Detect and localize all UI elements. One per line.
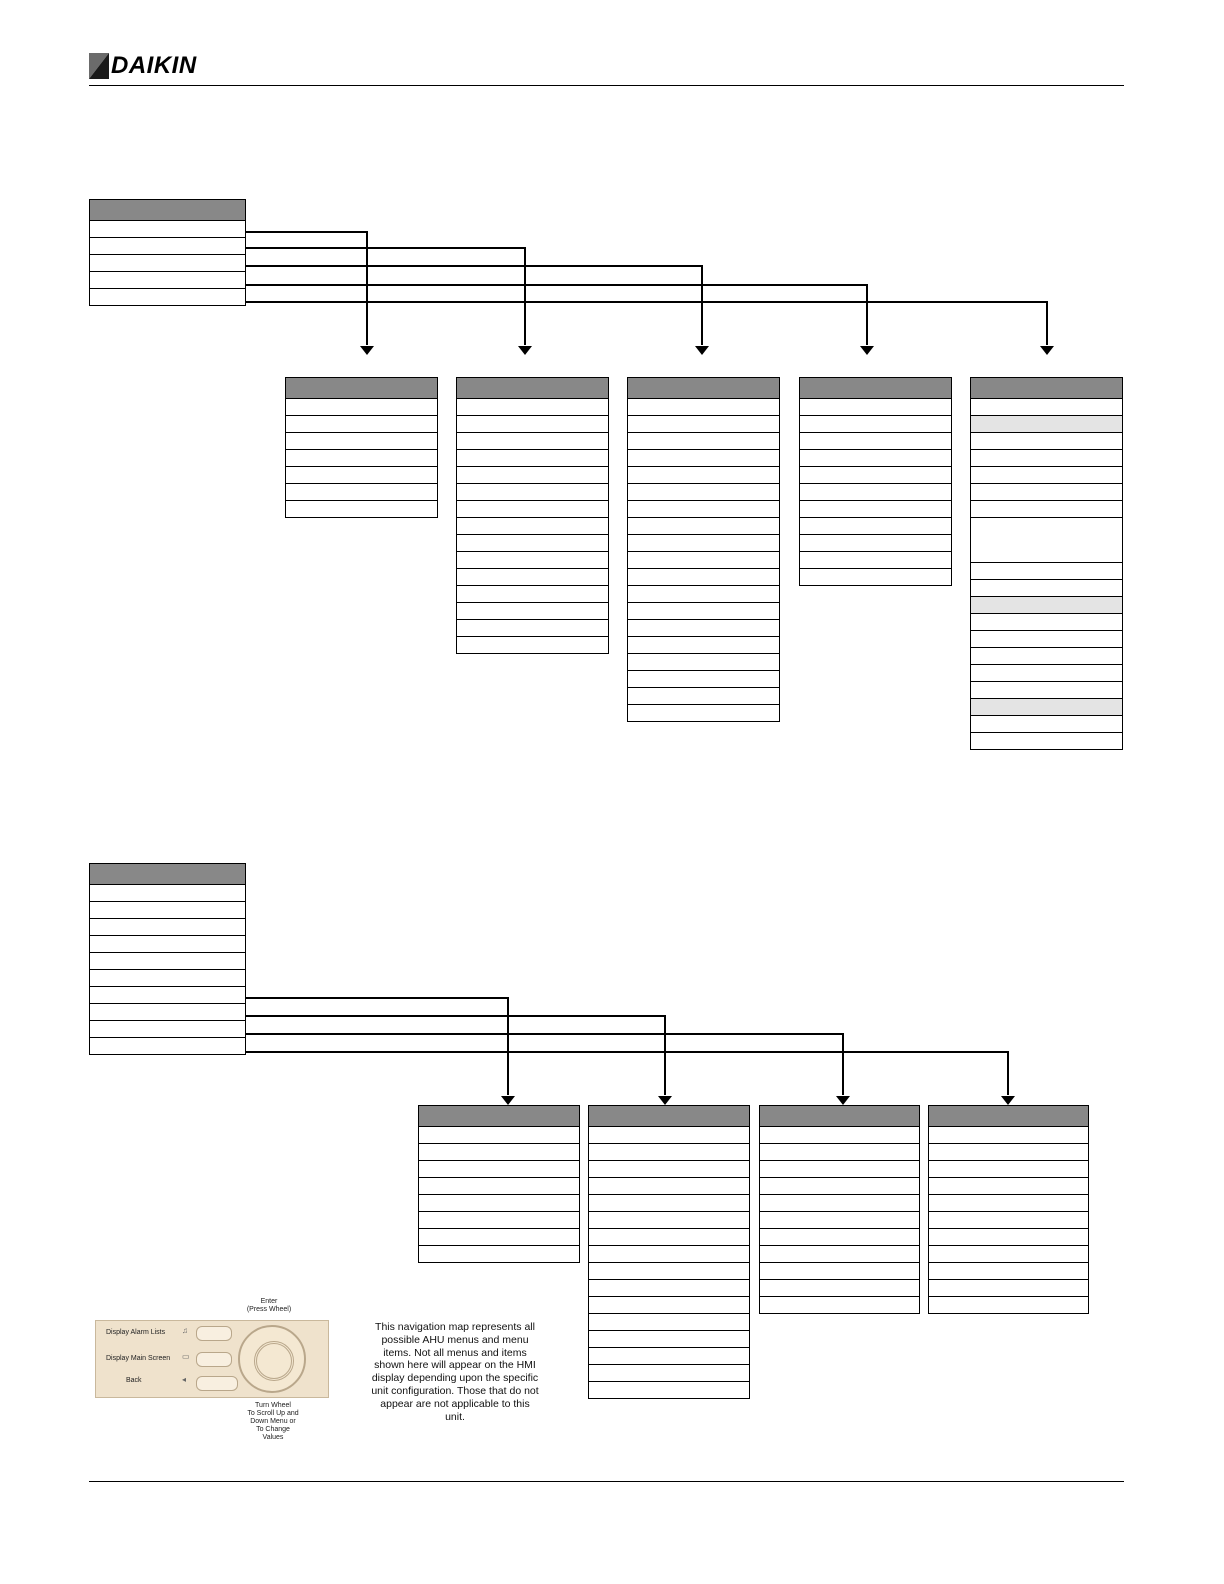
menu-item[interactable]	[628, 433, 779, 450]
menu-item[interactable]	[457, 416, 608, 433]
menu-header	[457, 378, 608, 399]
menu-item[interactable]	[760, 1229, 919, 1246]
menu-item[interactable]	[628, 620, 779, 637]
menu-item[interactable]	[457, 552, 608, 569]
menu-item[interactable]	[800, 569, 951, 585]
menu-item[interactable]	[419, 1195, 579, 1212]
menu-header	[90, 200, 245, 221]
menu-item[interactable]	[929, 1212, 1088, 1229]
submenu-9	[928, 1105, 1089, 1314]
menu-item[interactable]	[971, 399, 1122, 416]
menu-item[interactable]	[971, 665, 1122, 682]
bell-icon: ♫	[182, 1326, 188, 1335]
menu-item[interactable]	[90, 953, 245, 970]
menu-item[interactable]	[90, 221, 245, 238]
menu-item[interactable]	[800, 433, 951, 450]
menu-item[interactable]	[457, 501, 608, 518]
enter-caption: Enter (Press Wheel)	[246, 1298, 292, 1313]
arrow-down-icon	[1001, 1096, 1015, 1105]
menu-item[interactable]	[628, 586, 779, 603]
menu-item[interactable]	[419, 1246, 579, 1262]
connector-line	[245, 1034, 843, 1095]
display-main-screen-label: Display Main Screen	[106, 1355, 171, 1362]
menu-item[interactable]	[800, 552, 951, 569]
menu-item[interactable]	[800, 416, 951, 433]
brand-logo-text: DAIKIN	[111, 52, 197, 79]
menu-header	[760, 1106, 919, 1127]
submenu-4	[799, 377, 952, 586]
menu-item[interactable]	[589, 1331, 749, 1348]
menu-item[interactable]	[628, 450, 779, 467]
menu-item[interactable]	[286, 450, 437, 467]
menu-item[interactable]	[419, 1127, 579, 1144]
connector-line	[245, 248, 525, 345]
menu-item[interactable]	[929, 1280, 1088, 1297]
main-menu-top	[89, 199, 246, 306]
menu-item[interactable]	[760, 1195, 919, 1212]
arrow-down-icon	[501, 1096, 515, 1105]
submenu-5	[970, 377, 1123, 750]
menu-item[interactable]	[589, 1127, 749, 1144]
menu-item[interactable]	[929, 1127, 1088, 1144]
menu-item[interactable]	[971, 682, 1122, 699]
menu-item[interactable]	[589, 1246, 749, 1263]
menu-item[interactable]	[90, 1021, 245, 1038]
menu-item[interactable]	[929, 1144, 1088, 1161]
menu-item-shaded	[971, 416, 1122, 433]
menu-item[interactable]	[589, 1229, 749, 1246]
menu-item[interactable]	[90, 987, 245, 1004]
menu-item[interactable]	[589, 1382, 749, 1398]
menu-item[interactable]	[800, 484, 951, 501]
menu-item[interactable]	[457, 484, 608, 501]
menu-item[interactable]	[628, 637, 779, 654]
turn-wheel-caption: Turn Wheel To Scroll Up and Down Menu or To Change Values	[247, 1402, 299, 1441]
menu-item[interactable]	[971, 716, 1122, 733]
menu-item[interactable]	[800, 467, 951, 484]
menu-item[interactable]	[628, 416, 779, 433]
menu-item[interactable]	[929, 1178, 1088, 1195]
menu-item-shaded	[971, 699, 1122, 716]
menu-item[interactable]	[457, 603, 608, 620]
menu-item[interactable]	[457, 433, 608, 450]
menu-item[interactable]	[90, 1004, 245, 1021]
display-alarm-lists-label: Display Alarm Lists	[106, 1329, 166, 1336]
menu-item[interactable]	[971, 433, 1122, 450]
menu-item[interactable]	[971, 563, 1122, 580]
arrow-down-icon	[695, 346, 709, 355]
menu-item[interactable]	[286, 399, 437, 416]
menu-item[interactable]	[628, 569, 779, 586]
connector-line	[245, 285, 867, 345]
menu-item[interactable]	[760, 1212, 919, 1229]
menu-item[interactable]	[457, 620, 608, 637]
menu-item-shaded	[971, 597, 1122, 614]
menu-item[interactable]	[800, 501, 951, 518]
menu-item[interactable]	[760, 1297, 919, 1313]
menu-item[interactable]	[628, 671, 779, 688]
menu-item[interactable]	[929, 1161, 1088, 1178]
menu-item[interactable]	[628, 688, 779, 705]
menu-item[interactable]	[760, 1161, 919, 1178]
menu-item[interactable]	[628, 399, 779, 416]
menu-item[interactable]	[457, 637, 608, 653]
menu-header	[800, 378, 951, 399]
menu-item[interactable]	[90, 255, 245, 272]
menu-item[interactable]	[457, 399, 608, 416]
menu-item[interactable]	[971, 614, 1122, 631]
menu-item[interactable]	[90, 919, 245, 936]
menu-item[interactable]	[628, 501, 779, 518]
menu-item[interactable]	[760, 1263, 919, 1280]
menu-item[interactable]	[286, 416, 437, 433]
menu-item[interactable]	[971, 580, 1122, 597]
menu-item[interactable]	[589, 1178, 749, 1195]
menu-item[interactable]	[760, 1127, 919, 1144]
submenu-2	[456, 377, 609, 654]
screen-icon: ▭	[182, 1352, 190, 1361]
menu-item[interactable]	[971, 631, 1122, 648]
menu-item[interactable]	[419, 1144, 579, 1161]
menu-item[interactable]	[971, 501, 1122, 518]
menu-item[interactable]	[800, 399, 951, 416]
menu-item[interactable]	[929, 1229, 1088, 1246]
menu-item[interactable]	[929, 1195, 1088, 1212]
submenu-8	[759, 1105, 920, 1314]
navigation-map-note: This navigation map represents all possible AHU menus and menu items. Not all menus and items shown here will appear on the HMI display depending upon the specific unit configuration. Those that do not appear are not applicable to this unit.	[371, 1321, 539, 1423]
main-screen-button[interactable]	[196, 1352, 232, 1367]
submenu-1	[285, 377, 438, 518]
hmi-controls-legend	[93, 1298, 333, 1448]
arrow-down-icon	[518, 346, 532, 355]
menu-item[interactable]	[800, 535, 951, 552]
menu-header	[628, 378, 779, 399]
menu-item[interactable]	[760, 1144, 919, 1161]
menu-item[interactable]	[419, 1161, 579, 1178]
wheel-center	[254, 1341, 294, 1381]
menu-item[interactable]	[286, 467, 437, 484]
connector-line	[245, 266, 702, 345]
menu-item[interactable]	[971, 484, 1122, 501]
menu-item[interactable]	[929, 1263, 1088, 1280]
menu-item[interactable]	[457, 586, 608, 603]
menu-item[interactable]	[971, 733, 1122, 749]
menu-item[interactable]	[628, 467, 779, 484]
main-menu-bottom	[89, 863, 246, 1055]
connector-line	[245, 1052, 1008, 1095]
menu-item[interactable]	[457, 535, 608, 552]
menu-header	[589, 1106, 749, 1127]
menu-item[interactable]	[971, 648, 1122, 665]
menu-item[interactable]	[589, 1212, 749, 1229]
hmi-panel-photo	[95, 1320, 329, 1398]
menu-item[interactable]	[457, 518, 608, 535]
menu-header	[286, 378, 437, 399]
menu-item[interactable]	[90, 238, 245, 255]
menu-item[interactable]	[628, 552, 779, 569]
menu-item[interactable]	[628, 603, 779, 620]
menu-item-tall[interactable]	[971, 518, 1122, 563]
menu-item[interactable]	[628, 654, 779, 671]
submenu-6	[418, 1105, 580, 1263]
menu-item[interactable]	[760, 1246, 919, 1263]
back-button[interactable]	[196, 1376, 238, 1391]
menu-item[interactable]	[929, 1297, 1088, 1313]
menu-item[interactable]	[90, 1038, 245, 1054]
menu-item[interactable]	[90, 936, 245, 953]
connector-line	[245, 998, 508, 1095]
menu-item[interactable]	[457, 467, 608, 484]
menu-item[interactable]	[589, 1161, 749, 1178]
menu-item[interactable]	[90, 885, 245, 902]
menu-item[interactable]	[286, 484, 437, 501]
menu-item[interactable]	[589, 1365, 749, 1382]
menu-item[interactable]	[760, 1178, 919, 1195]
menu-item[interactable]	[589, 1195, 749, 1212]
menu-item[interactable]	[457, 450, 608, 467]
connector-line	[245, 302, 1047, 345]
menu-item[interactable]	[589, 1144, 749, 1161]
arrow-down-icon	[658, 1096, 672, 1105]
menu-item[interactable]	[628, 705, 779, 721]
menu-item[interactable]	[90, 272, 245, 289]
alarm-list-button[interactable]	[196, 1326, 232, 1341]
menu-item[interactable]	[90, 289, 245, 305]
menu-item[interactable]	[286, 501, 437, 517]
menu-item[interactable]	[589, 1280, 749, 1297]
connector-line	[245, 1016, 665, 1095]
menu-header	[90, 864, 245, 885]
menu-item[interactable]	[589, 1263, 749, 1280]
menu-item[interactable]	[419, 1229, 579, 1246]
menu-item[interactable]	[589, 1297, 749, 1314]
scroll-wheel-icon[interactable]	[238, 1325, 306, 1393]
menu-header	[929, 1106, 1088, 1127]
menu-item[interactable]	[628, 518, 779, 535]
arrow-down-icon	[360, 346, 374, 355]
submenu-7	[588, 1105, 750, 1399]
submenu-3	[627, 377, 780, 722]
arrow-down-icon	[860, 346, 874, 355]
menu-item[interactable]	[628, 484, 779, 501]
menu-item[interactable]	[286, 433, 437, 450]
menu-item[interactable]	[419, 1212, 579, 1229]
menu-header	[419, 1106, 579, 1127]
arrow-down-icon	[836, 1096, 850, 1105]
menu-item[interactable]	[971, 467, 1122, 484]
menu-item[interactable]	[971, 450, 1122, 467]
menu-item[interactable]	[628, 535, 779, 552]
back-arrow-icon: ◂	[182, 1375, 187, 1384]
menu-item[interactable]	[800, 518, 951, 535]
menu-item[interactable]	[589, 1348, 749, 1365]
menu-item[interactable]	[90, 970, 245, 987]
menu-item[interactable]	[800, 450, 951, 467]
back-label: Back	[126, 1377, 142, 1384]
menu-item[interactable]	[760, 1280, 919, 1297]
menu-header	[971, 378, 1122, 399]
arrow-down-icon	[1040, 346, 1054, 355]
menu-item[interactable]	[457, 569, 608, 586]
menu-item[interactable]	[419, 1178, 579, 1195]
menu-item[interactable]	[929, 1246, 1088, 1263]
menu-item[interactable]	[90, 902, 245, 919]
menu-item[interactable]	[589, 1314, 749, 1331]
